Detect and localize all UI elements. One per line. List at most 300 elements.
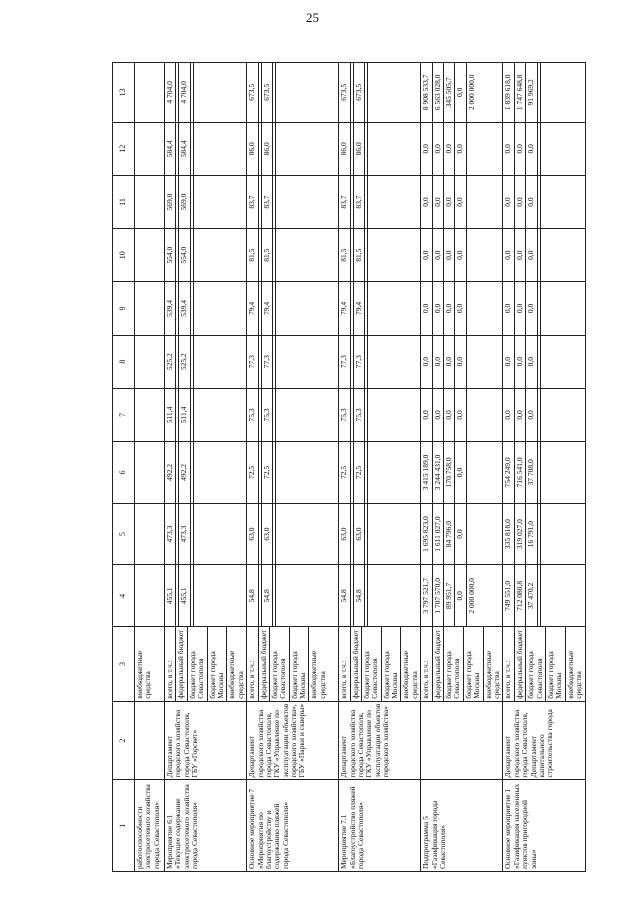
value-cell-col-9: [421, 282, 503, 335]
value-cell-col-7: [135, 388, 165, 441]
amount-value: 525,2: [178, 336, 189, 388]
amount-value: 54,8: [261, 565, 272, 626]
amount-value: 1 695 823,0: [421, 516, 431, 552]
amount-value: 1 611 027,0: [432, 504, 443, 565]
amount-value: 0,0: [503, 144, 513, 154]
table-row: [339, 63, 421, 872]
amount-value: 0,0: [514, 389, 525, 441]
value-cell-col-8: [339, 335, 421, 388]
amount-value: 83,7: [339, 195, 349, 209]
amount-value: 0,0: [454, 442, 465, 503]
value-cell-col-6: [165, 442, 247, 504]
amount-value: [275, 123, 278, 175]
budget-table: [112, 62, 586, 872]
value-cell-col-13: [165, 63, 247, 123]
amount-value: 0,0: [454, 176, 465, 228]
amount-value: 54,8: [339, 589, 349, 603]
amount-value: 673,5: [339, 83, 349, 101]
amount-value: [135, 176, 137, 228]
amount-value: 539,4: [165, 300, 174, 317]
amount-value: [367, 282, 370, 334]
value-cell-col-8: [165, 335, 247, 388]
amount-value: [193, 504, 196, 565]
amount-value: 673,5: [247, 83, 257, 101]
funding-source-label: всего, в т.ч.:: [503, 660, 513, 699]
amount-value: 77,3: [353, 336, 364, 388]
amount-value: [367, 336, 370, 388]
funding-source-label: бюджет города Москвы: [463, 627, 483, 701]
executor-cell: [135, 701, 165, 780]
value-cell-col-10: [135, 229, 165, 282]
amount-value: [466, 442, 469, 503]
value-cell-col-13: [339, 63, 421, 123]
amount-value: 0,0: [421, 303, 431, 314]
column-header-2: 2: [113, 701, 135, 780]
value-cell-col-9: [503, 282, 585, 335]
column-header-9: 9: [113, 282, 135, 335]
amount-value: [275, 229, 278, 281]
amount-value: [193, 123, 196, 175]
amount-value: [367, 229, 370, 281]
value-cell-col-6: [421, 442, 503, 504]
value-cell-col-10: [339, 229, 421, 282]
amount-value: 0,0: [454, 63, 465, 122]
value-cell-col-4: [165, 565, 247, 627]
amount-value: [367, 176, 370, 228]
amount-value: 4 704,0: [165, 81, 174, 104]
value-cell-col-4: [247, 565, 339, 627]
amount-value: 75,3: [339, 408, 349, 422]
amount-value: [367, 504, 370, 565]
value-cell-col-11: [135, 175, 165, 228]
amount-value: 584,4: [178, 123, 189, 175]
amount-value: 455,1: [165, 587, 174, 605]
amount-value: 335 818,0: [503, 519, 513, 550]
amount-value: 0,0: [432, 229, 443, 281]
funding-source-label: внебюджетные средства: [400, 627, 420, 701]
amount-value: 511,4: [178, 389, 189, 441]
amount-value: 0,0: [525, 389, 536, 441]
funding-source-label: бюджет города Москвы: [207, 627, 227, 701]
amount-value: [275, 63, 278, 122]
amount-value: 4 704,0: [178, 63, 189, 122]
amount-value: [540, 229, 543, 281]
amount-value: 584,4: [165, 140, 174, 158]
value-cell-col-11: [339, 175, 421, 228]
value-cell-col-4: [339, 565, 421, 627]
column-header-6: 6: [113, 442, 135, 504]
value-cell-col-9: [247, 282, 339, 335]
value-cell-col-7: [247, 388, 339, 441]
rotated-table-container: [112, 62, 584, 872]
funding-source-label: внебюджетные средства: [308, 627, 328, 701]
funding-sources-cell: [247, 627, 339, 702]
amount-value: 86,0: [261, 123, 272, 175]
amount-value: [275, 504, 278, 565]
amount-value: 79,4: [261, 282, 272, 334]
value-cell-col-13: [503, 63, 585, 123]
funding-source-label: всего, в т.ч.:: [165, 660, 174, 699]
amount-value: [193, 565, 196, 626]
amount-value: 81,5: [261, 229, 272, 281]
amount-value: 492,2: [178, 442, 189, 503]
amount-value: [275, 336, 278, 388]
value-cell-col-12: [165, 122, 247, 175]
amount-value: [275, 176, 278, 228]
amount-value: 0,0: [443, 336, 454, 388]
column-header-3: 3: [113, 627, 135, 702]
funding-source-label: бюджет города Севастополя: [269, 627, 289, 701]
amount-value: 0,0: [432, 123, 443, 175]
amount-value: 0,0: [525, 282, 536, 334]
value-cell-col-12: [421, 122, 503, 175]
table-header-row: [113, 63, 135, 872]
funding-source-label: всего, в т.ч.:: [421, 660, 431, 699]
table-row: [503, 63, 585, 872]
amount-value: 0,0: [421, 197, 431, 207]
funding-source-label: бюджет города Москвы: [381, 627, 401, 701]
amount-value: 63,0: [353, 504, 364, 565]
amount-value: 539,4: [178, 282, 189, 334]
funding-sources-cell: [135, 627, 165, 702]
amount-value: 86,0: [339, 142, 349, 156]
amount-value: [193, 389, 196, 441]
amount-value: 0,0: [421, 250, 431, 260]
funding-source-label: бюджет города Севастополя: [525, 627, 545, 701]
value-cell-col-5: [135, 503, 165, 565]
column-header-8: 8: [113, 335, 135, 388]
funding-source-label: всего, в т.ч.:: [339, 660, 349, 699]
amount-value: 83,7: [247, 195, 257, 209]
column-header-10: 10: [113, 229, 135, 282]
amount-value: 72,5: [339, 465, 349, 479]
amount-value: 1 707 570,0: [432, 565, 443, 626]
amount-value: 0,0: [503, 410, 513, 420]
amount-value: 86,0: [353, 123, 364, 175]
amount-value: 16 791,0: [525, 504, 536, 565]
amount-value: 86,0: [247, 142, 257, 156]
amount-value: 0,0: [503, 197, 513, 207]
funding-source-label: бюджет города Москвы: [545, 627, 565, 701]
amount-value: [540, 336, 543, 388]
amount-value: 473,3: [178, 504, 189, 565]
amount-value: [540, 282, 543, 334]
amount-value: 84 796,0: [443, 504, 454, 565]
table-row: [165, 63, 247, 872]
amount-value: [540, 565, 543, 626]
amount-value: 455,1: [178, 565, 189, 626]
funding-sources-cell: [165, 627, 247, 702]
amount-value: [466, 229, 469, 281]
amount-value: 0,0: [454, 565, 465, 626]
amount-value: 0,0: [421, 144, 431, 154]
amount-value: 81,5: [247, 248, 257, 262]
amount-value: [367, 63, 370, 122]
amount-value: [275, 389, 278, 441]
table-row: [421, 63, 503, 872]
amount-value: 0,0: [454, 229, 465, 281]
value-cell-col-10: [503, 229, 585, 282]
amount-value: [367, 123, 370, 175]
executor-cell: Департамент городского хозяйства города Севастополя, ГКУ «Управление по эксплуатации объектов городского хозяйства», ГБУ «Парки и скверы»: [247, 701, 339, 780]
amount-value: [135, 123, 137, 175]
value-cell-col-8: [503, 335, 585, 388]
amount-value: 0,0: [525, 176, 536, 228]
value-cell-col-11: [503, 175, 585, 228]
amount-value: [367, 442, 370, 503]
amount-value: [540, 389, 543, 441]
amount-value: 673,5: [261, 63, 272, 122]
amount-value: 75,3: [353, 389, 364, 441]
measure-name-cell: работоспособности электросетевого хозяйства города Севастополя»: [135, 780, 165, 872]
column-header-12: 12: [113, 122, 135, 175]
value-cell-col-10: [247, 229, 339, 282]
amount-value: 0,0: [454, 123, 465, 175]
amount-value: 0,0: [454, 336, 465, 388]
amount-value: [540, 442, 543, 503]
value-cell-col-12: [339, 122, 421, 175]
amount-value: 511,4: [165, 406, 174, 424]
amount-value: [193, 336, 196, 388]
amount-value: [275, 442, 278, 503]
amount-value: 79,4: [247, 301, 257, 316]
funding-source-label: внебюджетные средства: [135, 650, 153, 699]
amount-value: 0,0: [525, 336, 536, 388]
amount-value: 3 415 189,0: [421, 454, 431, 491]
amount-value: [466, 389, 469, 441]
value-cell-col-6: [247, 442, 339, 504]
funding-source-label: внебюджетные средства: [565, 627, 585, 701]
value-cell-col-7: [503, 388, 585, 441]
funding-source-label: бюджет города Москвы: [289, 627, 309, 701]
value-cell-col-6: [503, 442, 585, 504]
amount-value: 81,5: [353, 229, 364, 281]
value-cell-col-5: [247, 503, 339, 565]
funding-sources-cell: [503, 627, 585, 702]
value-cell-col-5: [339, 503, 421, 565]
amount-value: [135, 442, 137, 503]
amount-value: 492,2: [165, 463, 174, 481]
value-cell-col-12: [247, 122, 339, 175]
value-cell-col-5: [165, 503, 247, 565]
executor-cell: Департамент городского хозяйства города Севастополя, Департамент капитального строительства города: [503, 701, 585, 780]
amount-value: 83,7: [261, 176, 272, 228]
amount-value: 0,0: [443, 389, 454, 441]
value-cell-col-4: [421, 565, 503, 627]
funding-source-label: федеральный бюджет: [258, 627, 269, 701]
value-cell-col-7: [339, 388, 421, 441]
value-cell-col-13: [421, 63, 503, 123]
value-cell-col-6: [135, 442, 165, 504]
amount-value: 1 839 618,0: [503, 74, 513, 111]
measure-name-cell: Основное мероприятие 7 «Мероприятия по благоустройству и содержанию пляжей города Севастополя»: [247, 780, 339, 872]
value-cell-col-8: [135, 335, 165, 388]
value-cell-col-4: [135, 565, 165, 627]
amount-value: 77,3: [247, 355, 257, 369]
measure-name-cell: Основное мероприятие 1 «Газификация населенных пунктов пригородной зоны»: [503, 780, 585, 872]
funding-source-label: всего, в т.ч.:: [247, 660, 257, 699]
amount-value: 554,0: [165, 246, 174, 264]
amount-value: 0,0: [503, 303, 513, 314]
amount-value: 170 758,0: [443, 442, 454, 503]
amount-value: [466, 176, 469, 228]
value-cell-col-8: [421, 335, 503, 388]
amount-value: 0,0: [432, 282, 443, 334]
amount-value: [367, 565, 370, 626]
value-cell-col-13: [135, 63, 165, 123]
column-header-7: 7: [113, 388, 135, 441]
amount-value: 0,0: [443, 282, 454, 334]
amount-value: 473,3: [165, 525, 174, 543]
amount-value: 2 000 000,0: [466, 63, 477, 122]
amount-value: 3 244 431,0: [432, 442, 443, 503]
amount-value: 89 951,7: [443, 565, 454, 626]
amount-value: 75,3: [261, 389, 272, 441]
amount-value: [135, 336, 137, 388]
amount-value: 0,0: [432, 336, 443, 388]
executor-cell: [421, 701, 503, 780]
amount-value: 0,0: [421, 356, 431, 367]
value-cell-col-5: [421, 503, 503, 565]
amount-value: 554,0: [178, 229, 189, 281]
amount-value: [135, 504, 137, 565]
amount-value: 569,0: [165, 193, 174, 211]
amount-value: 79,4: [339, 301, 349, 316]
amount-value: 525,2: [165, 353, 174, 371]
amount-value: [275, 565, 278, 626]
amount-value: [466, 123, 469, 175]
amount-value: 91 969,2: [525, 63, 536, 122]
table-row: [135, 63, 165, 872]
table-body: [135, 63, 586, 872]
amount-value: 0,0: [443, 176, 454, 228]
funding-source-label: бюджет города Севастополя: [361, 627, 381, 701]
value-cell-col-7: [165, 388, 247, 441]
amount-value: 72,5: [247, 465, 257, 479]
funding-source-label: внебюджетные средства: [483, 627, 503, 701]
executor-cell: Департамент городского хозяйства города Севастополя, ГКУ «Управление по эксплуатации объектов городского хозяйства»: [339, 701, 421, 780]
value-cell-col-13: [247, 63, 339, 123]
amount-value: [193, 442, 196, 503]
amount-value: [540, 63, 543, 122]
amount-value: 2 000 000,0: [466, 565, 477, 626]
amount-value: 0,0: [514, 123, 525, 175]
amount-value: 0,0: [503, 356, 513, 367]
value-cell-col-10: [165, 229, 247, 282]
amount-value: 72,5: [261, 442, 272, 503]
amount-value: 54,8: [353, 565, 364, 626]
amount-value: [540, 176, 543, 228]
value-cell-col-9: [165, 282, 247, 335]
column-header-1: 1: [113, 780, 135, 872]
amount-value: 72,5: [353, 442, 364, 503]
amount-value: 0,0: [443, 123, 454, 175]
table-row: [247, 63, 339, 872]
amount-value: [275, 282, 278, 334]
amount-value: [193, 63, 196, 122]
amount-value: 63,0: [247, 527, 257, 541]
value-cell-col-9: [339, 282, 421, 335]
rotated-table-area: [112, 62, 584, 872]
amount-value: [135, 389, 137, 441]
amount-value: 79,4: [353, 282, 364, 334]
funding-source-label: бюджет города Севастополя: [187, 627, 207, 701]
column-header-5: 5: [113, 503, 135, 565]
amount-value: 3 797 521,7: [421, 578, 431, 614]
amount-value: [193, 176, 196, 228]
amount-value: 0,0: [525, 123, 536, 175]
amount-value: 0,0: [514, 176, 525, 228]
amount-value: 0,0: [514, 336, 525, 388]
amount-value: 345 505,7: [443, 63, 454, 122]
executor-cell: Департамент городского хозяйства города Севастополя, ГБУ «Горсвет»: [165, 701, 247, 780]
funding-source-label: федеральный бюджет: [175, 627, 186, 701]
amount-value: 673,5: [353, 63, 364, 122]
amount-value: [135, 229, 137, 281]
amount-value: 0,0: [503, 250, 513, 260]
column-header-13: 13: [113, 63, 135, 123]
amount-value: 81,5: [339, 248, 349, 262]
value-cell-col-6: [339, 442, 421, 504]
amount-value: [540, 504, 543, 565]
amount-value: 63,0: [261, 504, 272, 565]
measure-name-cell: Подпрограмма 5 «Газификация города Севастополя»: [421, 780, 503, 872]
amount-value: 54,8: [247, 589, 257, 603]
amount-value: 0,0: [514, 229, 525, 281]
amount-value: 0,0: [454, 389, 465, 441]
value-cell-col-4: [503, 565, 585, 627]
amount-value: 1 747 648,8: [514, 63, 525, 122]
funding-source-label: федеральный бюджет: [514, 627, 525, 701]
amount-value: [135, 565, 137, 626]
value-cell-col-7: [421, 388, 503, 441]
measure-name-cell: Мероприятие 6.1 «Текущее содержание электросетевого хозяйства города Севастополя»: [165, 780, 247, 872]
column-header-4: 4: [113, 565, 135, 627]
amount-value: [367, 389, 370, 441]
amount-value: [193, 229, 196, 281]
amount-value: 6 563 028,0: [432, 63, 443, 122]
value-cell-col-5: [503, 503, 585, 565]
value-cell-col-12: [503, 122, 585, 175]
amount-value: 0,0: [514, 282, 525, 334]
value-cell-col-10: [421, 229, 503, 282]
amount-value: 83,7: [353, 176, 364, 228]
amount-value: 712 080,8: [514, 565, 525, 626]
amount-value: [135, 63, 137, 122]
amount-value: 716 541,0: [514, 442, 525, 503]
page-number: 25: [306, 10, 319, 25]
funding-source-label: бюджет города Севастополя: [443, 627, 463, 701]
amount-value: [193, 282, 196, 334]
amount-value: 37 470,2: [525, 565, 536, 626]
funding-source-label: внебюджетные средства: [226, 627, 246, 701]
amount-value: 0,0: [432, 176, 443, 228]
value-cell-col-8: [247, 335, 339, 388]
value-cell-col-9: [135, 282, 165, 335]
funding-sources-cell: [339, 627, 421, 702]
column-header-11: 11: [113, 175, 135, 228]
amount-value: 75,3: [247, 408, 257, 422]
amount-value: 0,0: [525, 229, 536, 281]
amount-value: 8 908 533,7: [421, 74, 431, 111]
measure-name-cell: Мероприятие 7.1 «Благоустройство пляжей города Севастополя»: [339, 780, 421, 872]
funding-source-label: федеральный бюджет: [432, 627, 443, 701]
amount-value: 0,0: [454, 282, 465, 334]
amount-value: [135, 282, 137, 334]
value-cell-col-11: [165, 175, 247, 228]
amount-value: 569,0: [178, 176, 189, 228]
amount-value: 0,0: [421, 410, 431, 420]
